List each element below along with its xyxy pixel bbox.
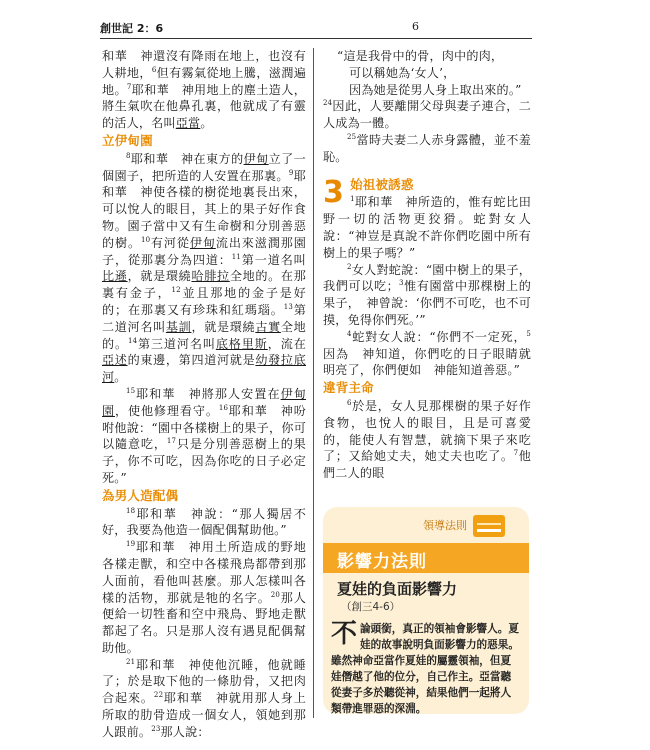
paragraph: $^{21}$耶和華 神使他沉睡，他就睡了；於是取下他的一條肋骨，又把肉合起來。$^{22}$耶和華 神就用那人身上所取的肋骨造成一個女人，領她到那人跟前。$^{23}$那人說：	[102, 657, 306, 739]
leadership-sidebar	[323, 507, 529, 714]
chapter-reference: 創世記 2：6	[100, 22, 164, 35]
paragraph: $^8$耶和華 神在東方的伊甸立了一個園子，把所造的人安置在那裏。$^9$耶和華 神使各樣的樹從地裏長出來，可以悅人的眼目，其上的果子好作食物。園子當中又有生命樹和分別善惡的樹。$^{10}$有河從伊甸流出來滋潤那園子，從那裏分為四道：$^{11}$第一道名叫比遜，就是環繞哈腓拉全地的。在那裏有金子，$^{12}$並且那地的金子是好的；在那裏又有珍珠和紅瑪瑙。$^{13}$第二道河名叫基訓，就是環繞古實全地的。$^{14}$第三道河名叫底格里斯，流在亞述的東邊，第四道河就是幼發拉底河。	[102, 151, 307, 385]
page-number: 6	[412, 20, 419, 33]
poem-line: 可以稱她為‘女人’，	[349, 65, 456, 80]
poem-line: 因為她是從男人身上取出來的。”	[349, 82, 522, 97]
paragraph: $^6$於是，女人見那棵樹的果子好作食物，也悅人的眼目，且是可喜愛的，能使人有智慧，就摘下果子來吃了；又給她丈夫，她丈夫也吃了。$^7$他們二人的眼	[323, 398, 531, 481]
chapter-number: 3	[323, 174, 345, 210]
paragraph: $^{19}$耶和華 神用土所造成的野地各樣走獸，和空中各樣飛鳥都帶到那人面前，看他叫甚麼。那人怎樣叫各樣的活物，那就是牠的名字。$^{20}$那人便給一切牲畜和空中飛鳥、野地走獸都起了名。只是那人沒有遇見配偶幫助他。	[102, 540, 306, 655]
page-header	[100, 20, 530, 40]
sidebar-banner: 影響力法則	[337, 552, 427, 572]
sidebar-title: 夏娃的負面影響力	[337, 580, 458, 598]
drop-cap: 不	[331, 619, 358, 649]
paragraph: $^{25}$當時夫妻二人赤身露體，並不羞恥。	[323, 132, 531, 164]
paragraph: $^{24}$因此，人要離開父母與妻子連合，二人成為一體。	[323, 99, 531, 131]
paragraph: $^4$蛇對女人說：“你們不一定死，$^5$因為 神知道，你們吃的日子眼睛就明亮了，你們便如 神能知道善惡。”	[323, 329, 531, 378]
paragraph: 和華 神還沒有降雨在地上，也沒有人耕地，$^6$但有霧氣從地上騰，滋潤遍地。$^7$耶和華 神用地上的塵土造人，將生氣吹在他鼻孔裏，他就成了有靈的活人，名叫亞當。	[102, 49, 306, 131]
poem-line: “這是我骨中的骨，肉中的肉，	[337, 49, 504, 63]
right-column	[323, 48, 531, 482]
chapter-block: 3 始祖被誘惑 $^1$耶和華 神所造的，惟有蛇比田野一切的活物更狡猾。蛇對女人說：“神豈是真說不許你們吃園中所有樹上的果子嗎？”	[323, 174, 531, 260]
left-column	[102, 48, 306, 741]
sidebar-reference: （創三4-6）	[341, 601, 401, 613]
book-icon	[473, 515, 505, 537]
paragraph: $^2$女人對蛇說：“園中樹上的果子，我們可以吃；$^3$惟有園當中那棵樹上的果子， 神曾說：‘你們不可吃，也不可摸，免得你們死。’”	[323, 262, 531, 327]
header-rule	[100, 38, 532, 39]
paragraph: $^{15}$耶和華 神將那人安置在伊甸園，使他修理看守。$^{16}$耶和華 神吩咐他說：“園中各樣樹上的果子，你可以隨意吃，$^{17}$只是分別善惡樹上的果子，你不可吃，因為你吃的日子必定死。”	[102, 386, 307, 485]
section-heading: 違背主命	[323, 380, 374, 396]
sidebar-tab-label: 領導法則	[423, 519, 467, 532]
sidebar-body: 不論頭銜，真正的領袖會影響人。夏娃的故事說明負面影響力的惡果。雖然神命亞當作夏娃的屬靈領袖，但夏娃僭越了他的位分，自己作主。亞當聽從妻子多於聽從神，結果他們一起將人類帶進罪惡的深淵。	[331, 619, 519, 715]
section-heading: 立伊甸園	[102, 132, 153, 148]
section-heading: 為男人造配偶	[102, 487, 179, 503]
column-divider	[313, 48, 314, 718]
section-heading: 始祖被誘惑	[350, 176, 414, 192]
paragraph: $^{18}$耶和華 神說：“那人獨居不好，我要為他造一個配偶幫助他。”	[102, 506, 306, 538]
